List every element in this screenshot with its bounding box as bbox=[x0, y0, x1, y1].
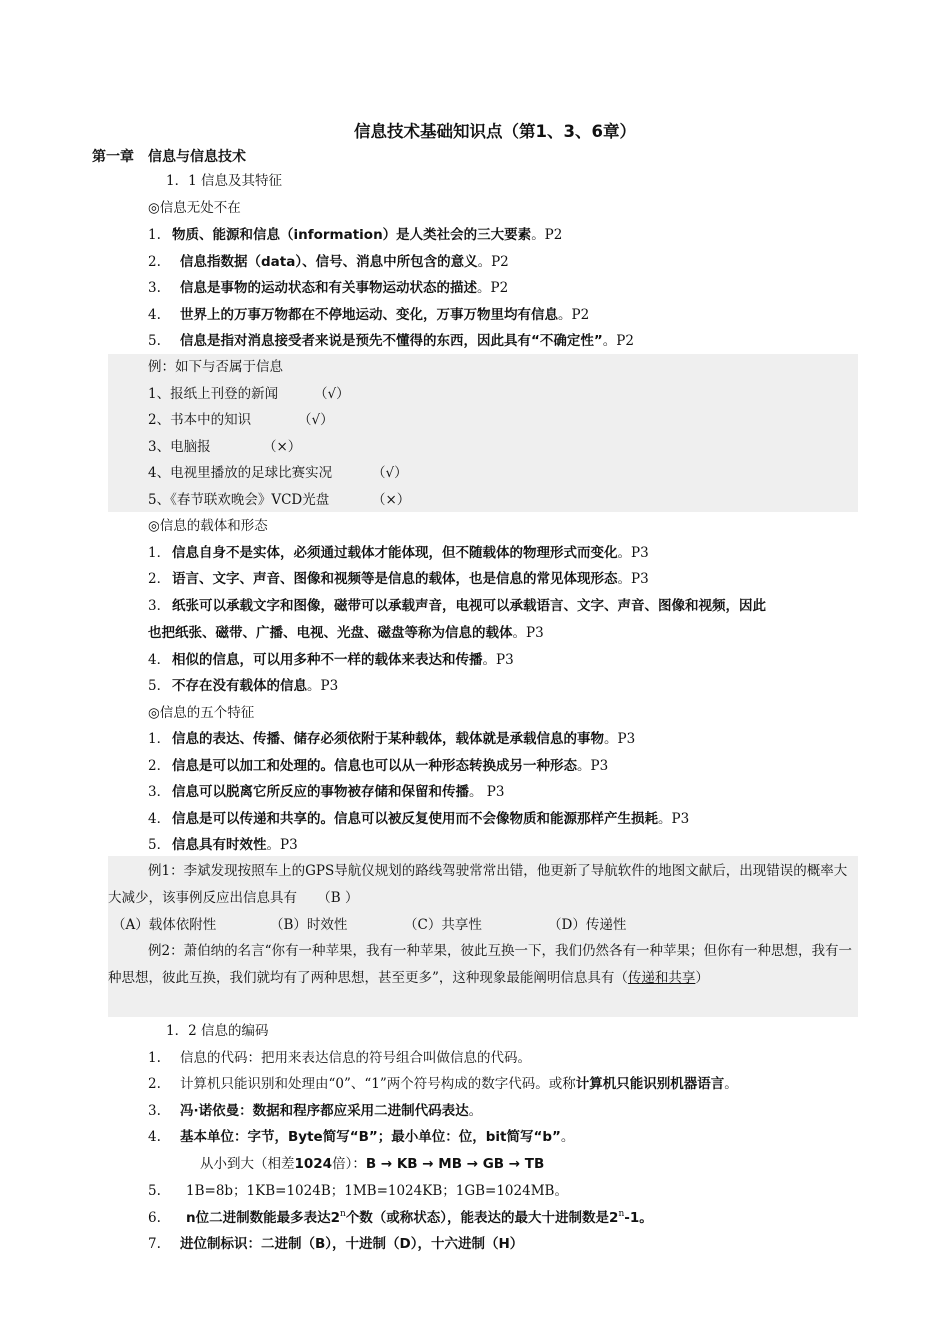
answer-options bbox=[112, 916, 627, 934]
option-d: （D）传递性 bbox=[548, 917, 627, 933]
subsection-heading: ◎信息的五个特征 bbox=[148, 705, 255, 721]
example-answer: 传递和共享 bbox=[627, 969, 696, 986]
chapter-label: 第一章 bbox=[92, 149, 134, 165]
example-item: 2、书本中的知识 （√） bbox=[148, 412, 334, 428]
subsection-heading: ◎信息无处不在 bbox=[148, 200, 241, 216]
list-item: 3. 冯·诺依曼：数据和程序都应采用二进制代码表达。 bbox=[148, 1103, 483, 1119]
example-item: 3、电脑报 （×） bbox=[148, 439, 302, 455]
list-item: 7. 进位制标识：二进制（B），十进制（D），十六进制（H） bbox=[148, 1236, 524, 1252]
section-1-1-title: 1．1 信息及其特征 bbox=[166, 173, 282, 189]
subsection-heading: ◎信息的载体和形态 bbox=[148, 518, 268, 534]
list-item: 也把纸张、磁带、广播、电视、光盘、磁盘等称为信息的载体。P3 bbox=[148, 625, 544, 641]
unit-order-line: 从小到大（相差1024倍）：B → KB → MB → GB → TB bbox=[200, 1156, 545, 1172]
list-item: 3． 信息可以脱离它所反应的事物被存储和保留和传播。 P3 bbox=[148, 784, 505, 800]
example-heading: 例：如下与否属于信息 bbox=[148, 359, 283, 375]
chapter-heading bbox=[92, 146, 246, 166]
example-box bbox=[108, 354, 858, 512]
list-item: 3. 信息是事物的运动状态和有关事物运动状态的描述。P2 bbox=[148, 280, 509, 296]
list-item: 1． 信息的表达、传播、储存必须依附于某种载体，载体就是承载信息的事物。P3 bbox=[148, 731, 636, 747]
example-item: 5、《春节联欢晚会》VCD光盘 （×） bbox=[148, 492, 411, 508]
example-item: 1、报纸上刊登的新闻 （√） bbox=[148, 386, 350, 402]
list-item: 4． 相似的信息，可以用多种不一样的载体来表达和传播。P3 bbox=[148, 652, 514, 668]
list-item: 1. 物质、能源和信息（information）是人类社会的三大要素。P2 bbox=[148, 227, 563, 243]
chapter-name: 信息与信息技术 bbox=[148, 149, 246, 165]
list-item: 6. n位二进制数能最多表达2$^n$个数（或称状态），能表达的最大十进制数是2$^n$-1。 bbox=[148, 1209, 653, 1226]
list-item: 2. 信息指数据（data）、信号、消息中所包含的意义。P2 bbox=[148, 254, 509, 270]
list-item: 4. 基本单位：字节，Byte简写“B”；最小单位：位，bit简写“b”。 bbox=[148, 1129, 575, 1145]
list-item: 2． 信息是可以加工和处理的。信息也可以从一种形态转换成另一种形态。P3 bbox=[148, 758, 609, 774]
option-a: （A）载体依附性 bbox=[112, 917, 217, 933]
example-question-2: 例2：萧伯纳的名言“你有一种苹果，我有一种苹果，彼此互换一下，我们仍然各有一种苹果；但你有一种思想，我有一种思想，彼此互换，我们就均有了两种思想，甚至更多”，这种现象最能阐明信息具有（传递和共享） bbox=[108, 943, 852, 986]
option-b: （B）时效性 bbox=[270, 917, 348, 933]
list-item: 3． 纸张可以承载文字和图像，磁带可以承载声音，电视可以承载语言、文字、声音、图像和视频，因此 bbox=[148, 598, 766, 614]
list-item: 1． 信息自身不是实体，必须通过载体才能体现，但不随载体的物理形式而变化。P3 bbox=[148, 545, 649, 561]
example-item: 4、电视里播放的足球比赛实况 （√） bbox=[148, 465, 408, 481]
list-item: 2． 语言、文字、声音、图像和视频等是信息的载体，也是信息的常见体现形态。P3 bbox=[148, 571, 649, 587]
list-item: 1. 信息的代码：把用来表达信息的符号组合叫做信息的代码。 bbox=[148, 1050, 531, 1066]
list-item: 5． 信息具有时效性。P3 bbox=[148, 837, 298, 853]
list-item: 5. 1B=8b；1KB=1024B；1MB=1024KB；1GB=1024MB。 bbox=[148, 1183, 568, 1199]
list-item: 4． 信息是可以传递和共享的。信息可以被反复使用而不会像物质和能源那样产生损耗。P3 bbox=[148, 811, 690, 827]
list-item: 5. 信息是指对消息接受者来说是预先不懂得的东西，因此具有“不确定性”。P2 bbox=[148, 333, 634, 349]
example-question-1: 例1：李斌发现按照车上的GPS导航仪规划的路线驾驶常常出错，他更新了导航软件的地图文献后，出现错误的概率大大减少，该事例反应出信息具有 （B ） bbox=[108, 863, 848, 906]
list-item: 5． 不存在没有载体的信息。P3 bbox=[148, 678, 339, 694]
page-title: 信息技术基础知识点（第1、3、6章） bbox=[354, 122, 636, 141]
option-c: （C）共享性 bbox=[404, 917, 482, 933]
list-item: 4. 世界上的万事万物都在不停地运动、变化，万事万物里均有信息。P2 bbox=[148, 307, 590, 323]
list-item: 2. 计算机只能识别和处理由“0”、“1”两个符号构成的数字代码。或称计算机只能识别机器语言。 bbox=[148, 1076, 738, 1092]
section-1-2-title: 1．2 信息的编码 bbox=[166, 1023, 269, 1039]
